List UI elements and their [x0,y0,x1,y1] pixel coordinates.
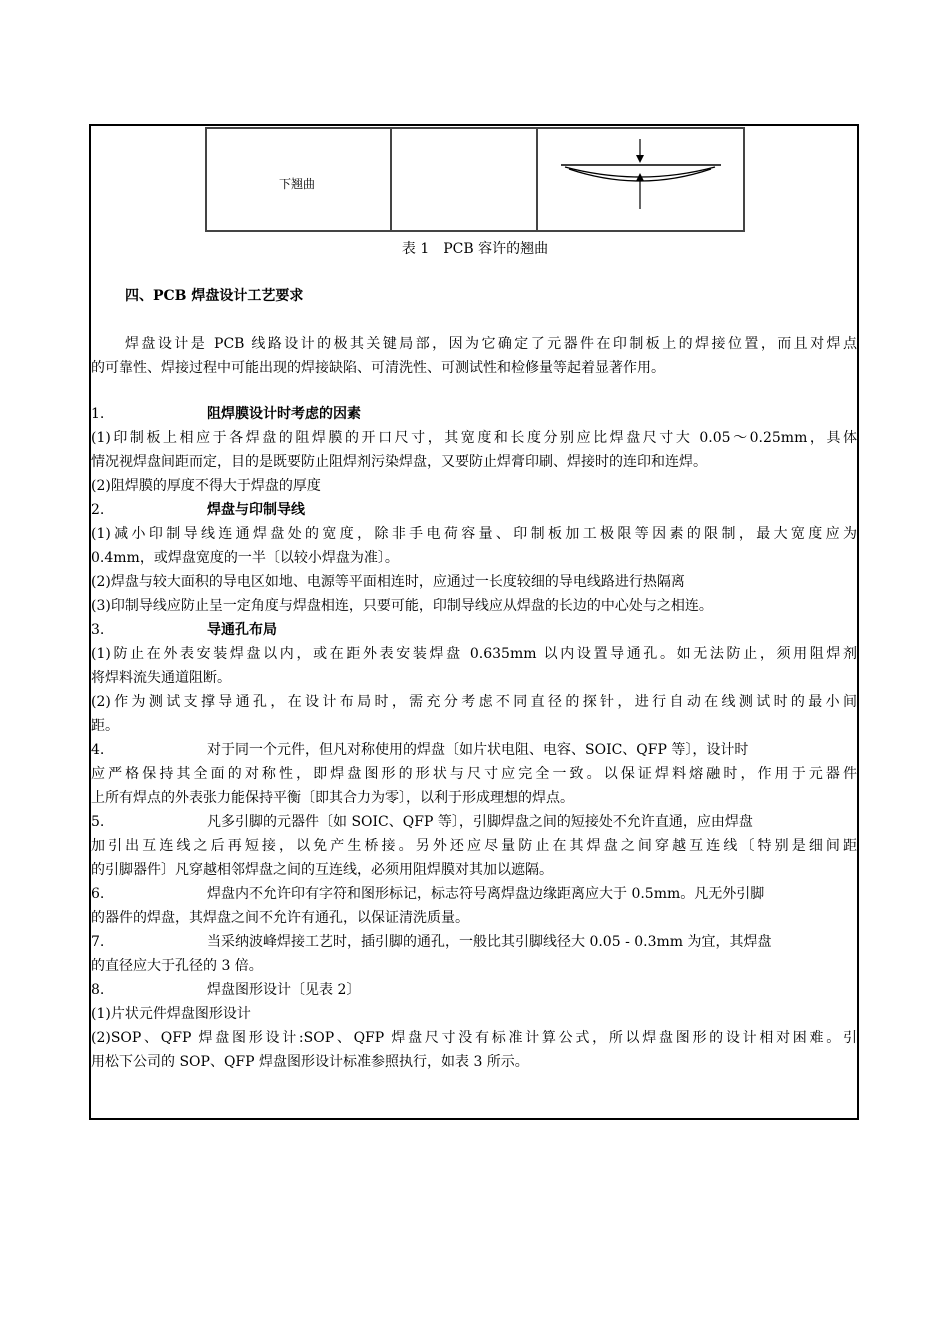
warp-table-label-cell [207,129,392,230]
warp-table [205,127,745,232]
item-list: 1. 阻焊膜设计时考虑的因素 (1)印制板上相应于各焊盘的阻焊膜的开口尺寸，其宽度和长度分别应比焊盘尺寸大 0.05～0.25mm，具体 情况视焊盘间距而定，目的是既要防止阻焊剂污染焊盘，又要防止焊膏印刷、焊接时的连印和连焊。 (2)阻焊膜的厚度不得大于焊盘的厚度 2. 焊盘与印制导线 (1)减小印制导线连通焊盘处的宽度，除非手电荷容量、印制板加工极限等因素的限制，最大宽度应为 0.4mm，或焊盘宽度的一半〔以较小焊盘为准〕。 (2)焊盘与较大面积的导电区如地、电源等平面相连时，应通过一长度较细的导电线路进行热隔离 (3)印制导线应防止呈一定角度与焊盘相连，只要可能，印制导线应从焊盘的长边的中心处与之相连。 3. 导通孔布局 (1)防止在外表安装焊盘以内，或在距外表安装焊盘 0.635mm 以内设置导通孔。如无法防止，须用阻焊剂 将焊料流失通道阻断。 (2)作为测试支撑导通孔，在设计布局时，需充分考虑不同直径的探针，进行自动在线测试时的最小间 距。 4. 对于同一个元件，但凡对称使用的焊盘〔如片状电阻、电容、SOIC、QFP 等〕，设计时 应严格保持其全面的对称性，即焊盘图形的形状与尺寸应完全一致。以保证焊料熔融时，作用于元器件 上所有焊点的外表张力能保持平衡〔即其合力为零〕，以利于形成理想的焊点。 5. 凡多引脚的元器件〔如 SOIC、QFP 等〕，引脚焊盘之间的短接处不允许直通，应由焊盘 加引出互连线之后再短接，以免产生桥接。另外还应尽量防止在其焊盘之间穿越互连线〔特别是细间距 的引脚器件〕凡穿越相邻焊盘之间的互连线，必须用阻焊膜对其加以遮隔。 6. 焊盘内不允许印有字符和图形标记，标志符号离焊盘边缘距离应大于 0.5mm。凡无外引脚 的器件的焊盘，其焊盘之间不允许有通孔，以保证清洗质量。 7. 当采纳波峰焊接工艺时，插引脚的通孔，一般比其引脚线径大 0.05 - 0.3mm 为宜，其焊盘 的直径应大于孔径的 3 倍。 8. 焊盘图形设计〔见表 2〕 (1)片状元件焊盘图形设计 (2)SOP、QFP 焊盘图形设计:SOP、QFP 焊盘尺寸没有标准计算公式，所以焊盘图形的设计相对困难。引 用松下公司的 SOP、QFP 焊盘图形设计标准参照执行，如表 3 所示。 [91,402,857,1074]
downward-warp-diagram [557,131,737,231]
item-8: 8. 焊盘图形设计〔见表 2〕 [91,982,361,998]
item-7: 7. 当采纳波峰焊接工艺时，插引脚的通孔，一般比其引脚线径大 0.05 - 0.3mm 为宜，其焊盘 [91,934,772,950]
item-5: 5. 凡多引脚的元器件〔如 SOIC、QFP 等〕，引脚焊盘之间的短接处不允许直通，应由焊盘 [91,814,753,830]
item-3-heading: 3. 导通孔布局 [91,622,277,638]
warp-table-empty-cell [392,129,538,230]
item-2-heading: 2. 焊盘与印制导线 [91,502,305,518]
table-caption: 表 1 PCB 容许的翘曲 [401,241,549,257]
warp-row-label: 下翘曲 [279,177,316,191]
item-6: 6. 焊盘内不允许印有字符和图形标记，标志符号离焊盘边缘距离应大于 0.5mm。凡无外引脚 [91,886,765,902]
item-1-heading: 1. 阻焊膜设计时考虑的因素 [91,406,361,422]
intro-paragraph: 焊盘设计是 PCB 线路设计的极其关键局部，因为它确定了元器件在印制板上的焊接位置，而且对焊点 的可靠性、焊接过程中可能出现的焊接缺陷、可清洗性、可测试性和检修量等起着显著作用。 [91,336,857,376]
section-heading: 四、PCB 焊盘设计工艺要求 [125,288,304,304]
item-4: 4. 对于同一个元件，但凡对称使用的焊盘〔如片状电阻、电容、SOIC、QFP 等〕，设计时 [91,742,749,758]
